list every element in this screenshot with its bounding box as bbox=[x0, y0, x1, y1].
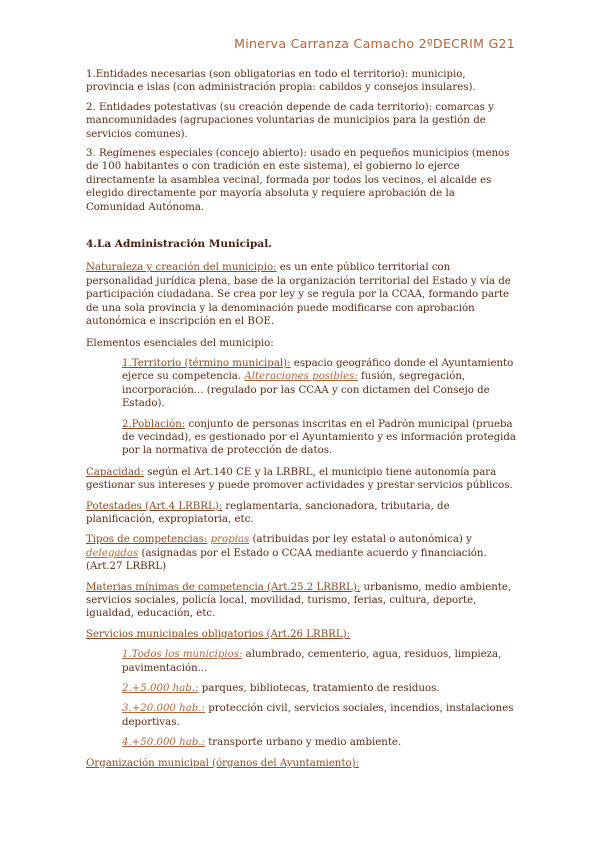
materias-paragraph bbox=[86, 581, 516, 621]
delegadas-text: (asignadas por el Estado o CCAA mediante acuerdo y financiación. (Art.27 LRBRL) bbox=[86, 547, 487, 573]
intro-item-3: 3. Regímenes especiales (concejo abierto): usado en pequeños municipios (menos de 100 habitantes o con tradición en este sistema), el gobierno lo ejerce directamente la asamblea vecinal, formada por todos los vecinos, el alcalde es elegido directamente por mayoría absoluta y requiere aprobación de la Comunidad Autónoma. bbox=[86, 148, 510, 213]
servicio-item bbox=[86, 682, 516, 695]
competencias-label: Tipos de competencias: bbox=[86, 534, 208, 546]
naturaleza-text: es un ente público territorial con personalidad jurídica plena, base de la organización territorial del Estado y vía de participación ciudadana. Se crea por ley y se regula por la CCAA, formando parte de una sola provincia y la denominación puede modificarse con aprobación autonómica e inscripción en el BOE. bbox=[86, 262, 511, 328]
competencias-paragraph bbox=[86, 533, 516, 573]
organizacion-heading bbox=[86, 757, 516, 770]
territorio-paragraph bbox=[86, 357, 516, 411]
servicio-item-label: 4.+50.000 hab.: bbox=[122, 737, 205, 749]
servicios-label: Servicios municipales obligatorios (Art.26 LRBRL): bbox=[86, 628, 351, 640]
servicio-item-label: 3.+20.000 hab.: bbox=[122, 703, 205, 715]
poblacion-text: conjunto de personas inscritas en el Padrón municipal (prueba de vecindad), es gestionado por el Ayuntamiento y es información protegida por la normativa de protección de datos. bbox=[122, 418, 516, 457]
document-body bbox=[86, 68, 516, 770]
territorio-label: 1.Territorio (término municipal): bbox=[122, 357, 291, 369]
alteraciones-text: fusión, segregación, incorporación... (regulado por las CCAA y con dictamen del Consejo de Estado). bbox=[122, 371, 490, 410]
materias-text: urbanismo, medio ambiente, servicios sociales, policía local, movilidad, turismo, ferias, cultura, deporte, igualdad, educación, etc. bbox=[86, 581, 512, 620]
servicio-item bbox=[86, 736, 516, 749]
capacidad-text: según el Art.140 CE y la LRBRL, el municipio tiene autonomía para gestionar sus intereses y puede promover actividades y prestar servicios públicos. bbox=[86, 466, 513, 492]
poblacion-paragraph bbox=[86, 418, 516, 458]
servicio-item bbox=[86, 702, 516, 729]
servicio-item-text: protección civil, servicios sociales, incendios, instalaciones deportivas. bbox=[122, 703, 514, 728]
naturaleza-paragraph bbox=[86, 261, 516, 328]
elementos-label: Elementos esenciales del municipio: bbox=[86, 337, 274, 349]
servicio-item-text: alumbrado, cementerio, agua, residuos, limpieza, pavimentación... bbox=[122, 649, 502, 674]
poblacion-label: 2.Población: bbox=[122, 418, 186, 430]
servicio-item bbox=[86, 648, 516, 675]
alteraciones-label: Alteraciones posibles: bbox=[244, 371, 358, 383]
potestades-label: Potestades (Art.4 LRBRL): bbox=[86, 500, 223, 512]
organizacion-label: Organización municipal (órganos del Ayuntamiento): bbox=[86, 757, 359, 769]
servicio-item-text: parques, bibliotecas, tratamiento de residuos. bbox=[198, 683, 440, 695]
materias-label: Materias mínimas de competencia (Art.25.2 LRBRL): bbox=[86, 581, 361, 593]
capacidad-paragraph bbox=[86, 466, 516, 493]
page-header-author: Minerva Carranza Camacho 2ºDECRIM G21 bbox=[234, 36, 515, 51]
section-title: 4.La Administración Municipal. bbox=[86, 238, 272, 251]
potestades-text: reglamentaria, sancionadora, tributaria, de planificación, expropiatoria, etc. bbox=[86, 500, 450, 525]
servicios-heading bbox=[86, 628, 516, 641]
delegadas-label: delegadas bbox=[86, 547, 139, 559]
intro-item-2: 2. Entidades potestativas (su creación depende de cada territorio): comarcas y mancomunidades (agrupaciones voluntarias de municipios para la gestión de servicios comunes). bbox=[86, 101, 494, 140]
servicio-item-label: 1.Todos los municipios: bbox=[122, 649, 243, 661]
servicio-item-text: transporte urbano y medio ambiente. bbox=[204, 737, 402, 749]
capacidad-label: Capacidad: bbox=[86, 466, 144, 478]
propias-text: (atribuidas por ley estatal o autonómica) y bbox=[249, 534, 472, 546]
intro-item-1: 1.Entidades necesarias (son obligatorias en todo el territorio): municipio, provincia e islas (con administración propia: cabildos y consejos insulares). bbox=[86, 69, 476, 94]
propias-label: propias bbox=[210, 534, 250, 546]
potestades-paragraph bbox=[86, 500, 516, 527]
naturaleza-label: Naturaleza y creación del municipio: bbox=[86, 262, 277, 274]
servicio-item-label: 2.+5.000 hab.: bbox=[122, 683, 199, 695]
territorio-text: espacio geográfico donde el Ayuntamiento ejerce su competencia. bbox=[122, 357, 514, 383]
elementos-heading bbox=[86, 337, 516, 350]
